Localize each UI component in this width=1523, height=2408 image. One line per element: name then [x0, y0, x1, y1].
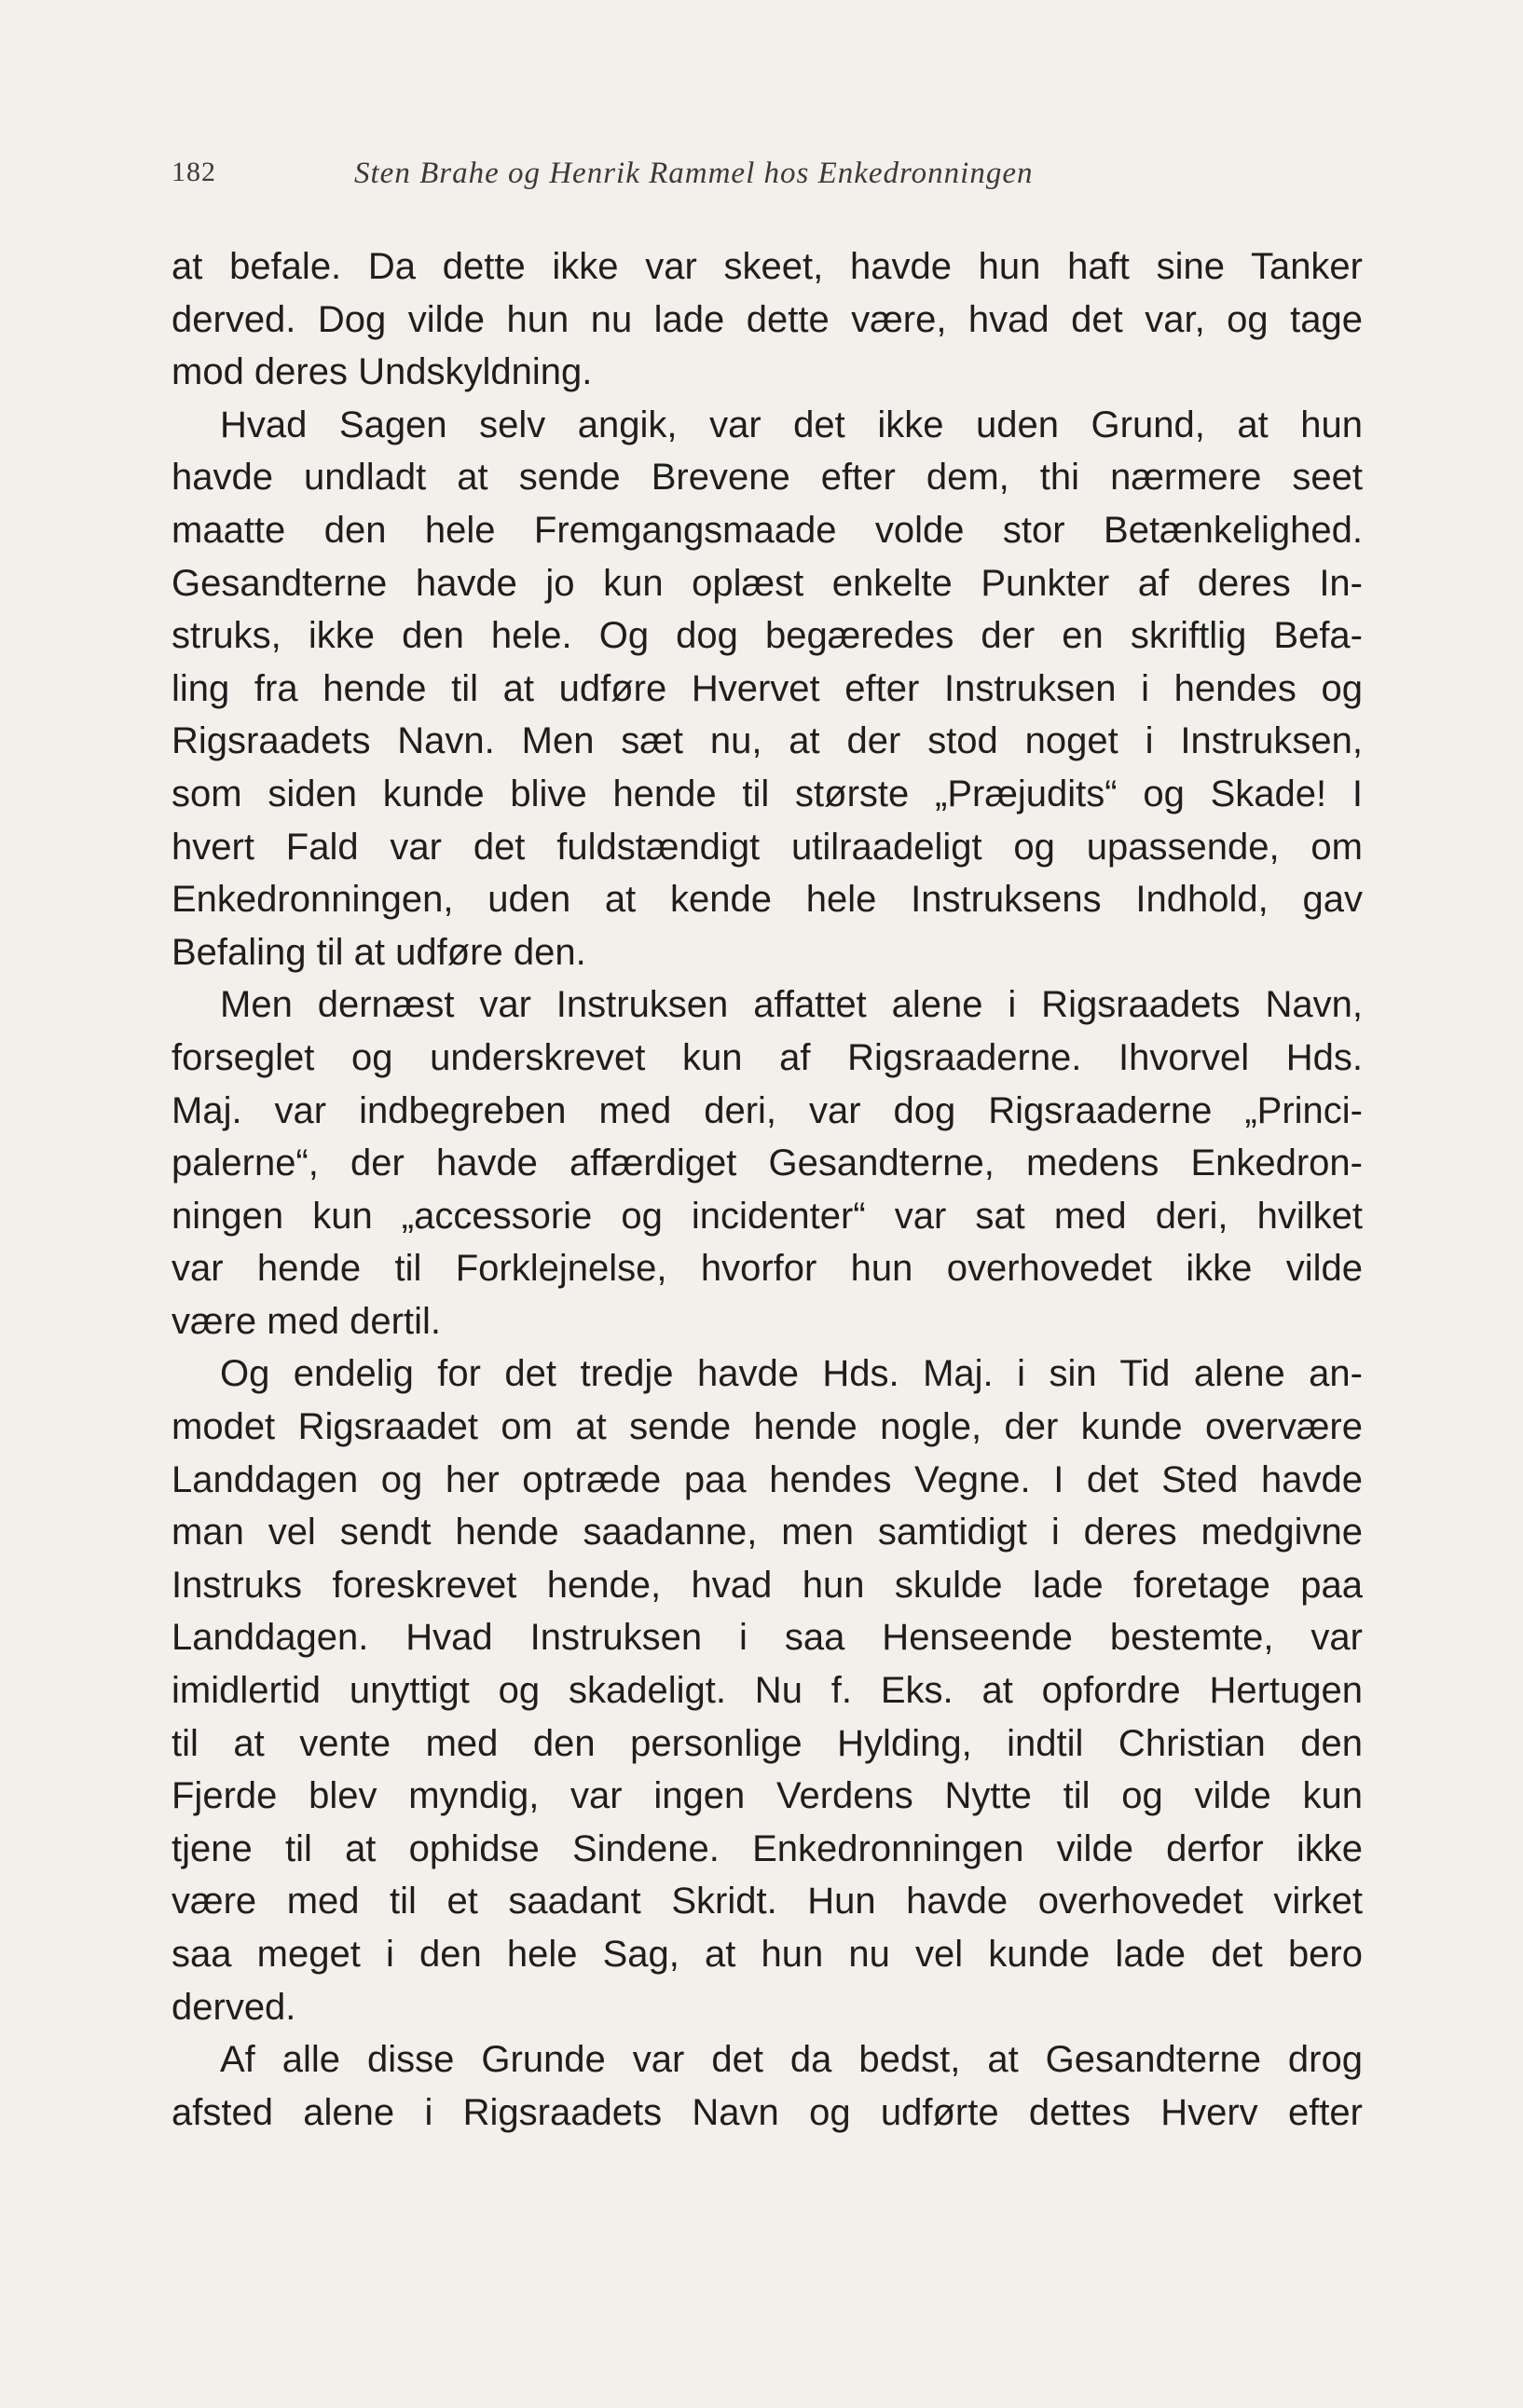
text-line: palerne“, der havde affærdiget Gesandterne, medens Enkedron- — [172, 1142, 1363, 1184]
text-line: Landdagen. Hvad Instruksen i saa Henseende bestemte, var — [172, 1617, 1363, 1659]
text-line: imidlertid unyttigt og skadeligt. Nu f. Eks. at opfordre Hertugen — [172, 1670, 1363, 1712]
text-line: at befale. Da dette ikke var skeet, havde hun haft sine Tanker — [172, 246, 1363, 287]
text-line: Befaling til at udføre den. — [172, 931, 586, 973]
text-line: havde undladt at sende Brevene efter dem, thi nærmere seet — [172, 457, 1363, 499]
running-title: Sten Brahe og Henrik Rammel hos Enkedronningen — [354, 157, 1034, 190]
text-line: til at vente med den personlige Hylding, indtil Christian den — [172, 1722, 1363, 1764]
paragraph — [172, 240, 1363, 399]
text-line: Hvad Sagen selv angik, var det ikke uden Grund, at hun — [220, 404, 1363, 445]
page-number: 182 — [172, 157, 216, 187]
text-line: derved. Dog vilde hun nu lade dette være, hvad det var, og tage — [172, 298, 1363, 340]
text-line: Af alle disse Grunde var det da bedst, at Gesandterne drog — [220, 2039, 1363, 2081]
body-text — [172, 240, 1363, 2139]
text-line: Enkedronningen, uden at kende hele Instruksens Indhold, gav — [172, 879, 1363, 921]
text-line: struks, ikke den hele. Og dog begæredes der en skriftlig Befa- — [172, 615, 1363, 657]
text-line: tjene til at ophidse Sindene. Enkedronningen vilde derfor ikke — [172, 1827, 1363, 1869]
paragraph — [172, 2033, 1363, 2139]
text-line: var hende til Forklejnelse, hvorfor hun overhovedet ikke vilde — [172, 1248, 1363, 1290]
text-line: Men dernæst var Instruksen affattet alene i Rigsraadets Navn, — [220, 984, 1363, 1026]
text-line: ling fra hende til at udføre Hvervet efter Instruksen i hendes og — [172, 667, 1363, 709]
text-line: man vel sendt hende saadanne, men samtidigt i deres medgivne — [172, 1512, 1363, 1553]
text-line: forseglet og underskrevet kun af Rigsraaderne. Ihvorvel Hds. — [172, 1036, 1363, 1078]
text-line: saa meget i den hele Sag, at hun nu vel kunde lade det bero — [172, 1934, 1363, 1975]
text-line: Og endelig for det tredje havde Hds. Maj. i sin Tid alene an- — [220, 1353, 1363, 1395]
running-head — [172, 157, 1357, 203]
text-line: mod deres Undskyldning. — [172, 351, 593, 393]
text-line: som siden kunde blive hende til største „Præjudits“ og Skade! I — [172, 773, 1363, 814]
text-line: derved. — [172, 1986, 296, 2028]
text-line: Fjerde blev myndig, var ingen Verdens Nytte til og vilde kun — [172, 1775, 1363, 1817]
text-line: Maj. var indbegreben med deri, var dog Rigsraaderne „Princi- — [172, 1089, 1363, 1131]
text-line: modet Rigsraadet om at sende hende nogle, der kunde overvære — [172, 1406, 1363, 1448]
text-line: maatte den hele Fremgangsmaade volde stor Betænkelighed. — [172, 509, 1363, 551]
paragraph — [172, 1348, 1363, 2033]
text-line: ningen kun „accessorie og incidenter“ var sat med deri, hvilket — [172, 1195, 1363, 1237]
text-line: Instruks foreskrevet hende, hvad hun skulde lade foretage paa — [172, 1564, 1363, 1606]
text-line: Rigsraadets Navn. Men sæt nu, at der stod noget i Instruksen, — [172, 720, 1363, 762]
text-line: Gesandterne havde jo kun oplæst enkelte Punkter af deres In- — [172, 562, 1363, 604]
text-line: hvert Fald var det fuldstændigt utilraadeligt og upassende, om — [172, 826, 1363, 868]
paragraph — [172, 399, 1363, 979]
text-line: afsted alene i Rigsraadets Navn og udførte dettes Hverv efter — [172, 2091, 1363, 2133]
text-line: være med til et saadant Skridt. Hun havde overhovedet virket — [172, 1881, 1363, 1922]
paragraph — [172, 978, 1363, 1348]
text-line: være med dertil. — [172, 1300, 441, 1342]
text-line: Landdagen og her optræde paa hendes Vegne. I det Sted havde — [172, 1458, 1363, 1500]
